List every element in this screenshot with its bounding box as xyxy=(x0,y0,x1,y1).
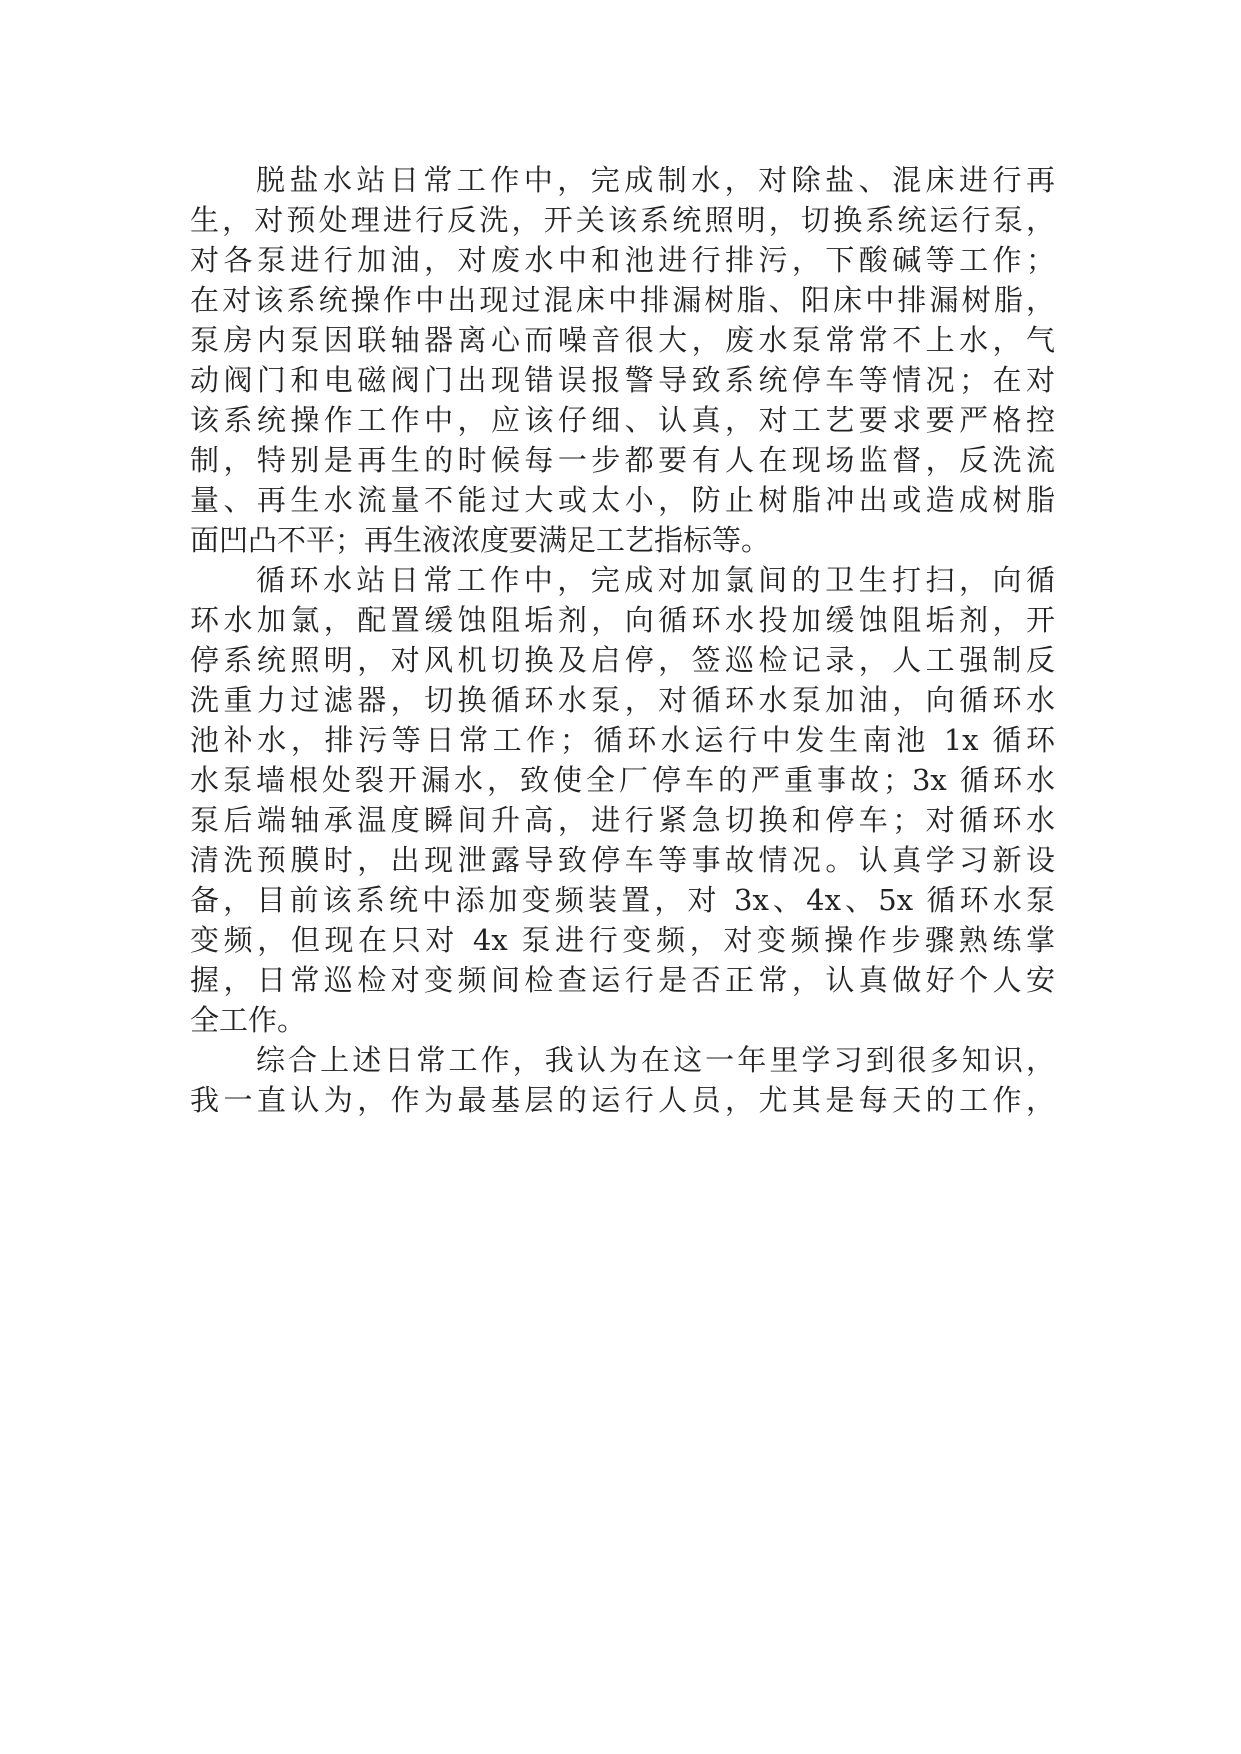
text-line: 量、再生水流量不能过大或太小，防止树脂冲出或造成树脂 xyxy=(190,483,1055,517)
text-line: 脱盐水站日常工作中，完成制水，对除盐、混床进行再 xyxy=(256,163,1055,197)
paragraph-summary xyxy=(190,1040,1055,1120)
text-line: 全工作。 xyxy=(190,1003,307,1037)
paragraph-circulating-water xyxy=(190,560,1055,1040)
text-line: 环水加氯，配置缓蚀阻垢剂，向循环水投加缓蚀阻垢剂，开 xyxy=(190,603,1055,637)
paragraph-desalination xyxy=(190,160,1055,560)
text-line: 泵后端轴承温度瞬间升高，进行紧急切换和停车；对循环水 xyxy=(190,803,1055,837)
text-line: 变频，但现在只对 4x 泵进行变频，对变频操作步骤熟练掌 xyxy=(190,923,1055,957)
text-line: 制，特别是再生的时候每一步都要有人在现场监督，反洗流 xyxy=(190,443,1055,477)
text-line: 综合上述日常工作，我认为在这一年里学习到很多知识， xyxy=(256,1043,1055,1077)
text-line: 面凹凸不平；再生液浓度要满足工艺指标等。 xyxy=(190,523,771,557)
text-line: 清洗预膜时，出现泄露导致停车等事故情况。认真学习新设 xyxy=(190,843,1055,877)
text-line: 备，目前该系统中添加变频装置，对 3x、4x、5x 循环水泵 xyxy=(190,883,1055,917)
text-line: 池补水，排污等日常工作；循环水运行中发生南池 1x 循环 xyxy=(190,723,1055,757)
text-line: 泵房内泵因联轴器离心而噪音很大，废水泵常常不上水，气 xyxy=(190,323,1055,357)
body-text xyxy=(190,160,1055,1120)
text-line: 在对该系统操作中出现过混床中排漏树脂、阳床中排漏树脂， xyxy=(190,283,1055,317)
text-line: 循环水站日常工作中，完成对加氯间的卫生打扫，向循 xyxy=(256,563,1055,597)
text-line: 握，日常巡检对变频间检查运行是否正常，认真做好个人安 xyxy=(190,963,1055,997)
text-line: 该系统操作工作中，应该仔细、认真，对工艺要求要严格控 xyxy=(190,403,1055,437)
text-line: 动阀门和电磁阀门出现错误报警导致系统停车等情况；在对 xyxy=(190,363,1055,397)
text-line: 生，对预处理进行反洗，开关该系统照明，切换系统运行泵， xyxy=(190,203,1055,237)
text-line: 对各泵进行加油，对废水中和池进行排污，下酸碱等工作； xyxy=(190,243,1055,277)
text-line: 我一直认为，作为最基层的运行人员，尤其是每天的工作， xyxy=(190,1083,1055,1117)
text-line: 水泵墙根处裂开漏水，致使全厂停车的严重事故；3x 循环水 xyxy=(190,763,1055,797)
text-line: 洗重力过滤器，切换循环水泵，对循环水泵加油，向循环水 xyxy=(190,683,1055,717)
text-line: 停系统照明，对风机切换及启停，签巡检记录，人工强制反 xyxy=(190,643,1055,677)
